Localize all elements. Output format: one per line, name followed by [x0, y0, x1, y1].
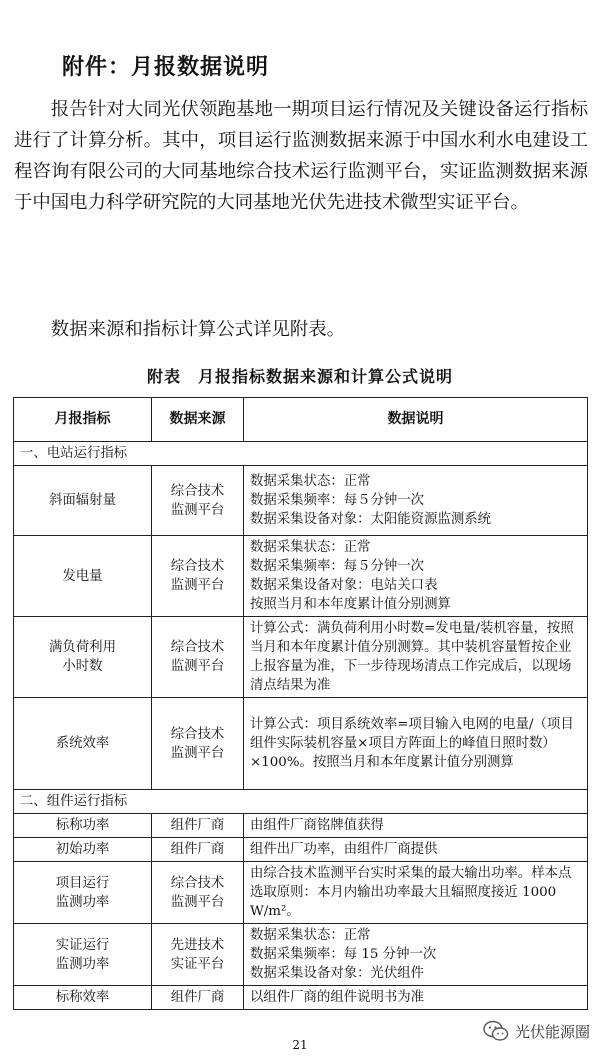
- data-source: [152, 617, 244, 698]
- data-source-line: 综合技术: [170, 559, 225, 574]
- wechat-icon: [483, 1020, 509, 1042]
- section-row: [14, 790, 588, 814]
- section-label: 一、电站运行指标: [14, 442, 588, 466]
- data-source: [152, 814, 244, 838]
- indicator-name-line: 系统效率: [55, 736, 110, 751]
- formula-paragraph: 数据来源和指标计算公式详见附表。: [50, 319, 346, 340]
- indicator-name: [14, 466, 152, 536]
- indicator-name-line: 发电量: [62, 568, 103, 584]
- data-description-line: 数据采集状态：正常: [250, 928, 371, 943]
- section-row: [14, 442, 588, 466]
- data-description: [244, 862, 588, 924]
- table-row: [14, 986, 588, 1010]
- data-description-line: 组件出厂功率，由组件厂商提供: [250, 842, 438, 857]
- data-description-line: 数据采集设备对象：电站关口表: [250, 578, 438, 593]
- indicator-name-line: 监测功率: [55, 894, 110, 910]
- table-row: [14, 698, 588, 790]
- data-description-line: 数据采集状态：正常: [250, 474, 371, 489]
- table-header-row: [14, 398, 588, 442]
- indicator-name-line: 斜面辐射量: [49, 493, 116, 508]
- data-source: [152, 924, 244, 986]
- table-row: [14, 924, 588, 986]
- data-source-line: 实证平台: [170, 956, 225, 972]
- table-row: [14, 862, 588, 924]
- header-indicator: 月报指标: [14, 398, 152, 442]
- data-source-line: 综合技术: [170, 726, 225, 742]
- data-description-line: 按照当月和本年度累计值分别测算: [250, 597, 451, 612]
- data-source: [152, 838, 244, 862]
- data-source: [152, 862, 244, 924]
- data-source-line: 监测平台: [170, 659, 225, 674]
- indicator-name: [14, 862, 152, 924]
- indicator-name: [14, 924, 152, 986]
- data-source-line: 综合技术: [170, 483, 225, 499]
- indicator-name: [14, 838, 152, 862]
- data-description: [244, 814, 588, 838]
- intro-paragraph: 报告针对大同光伏领跑基地一期项目运行情况及关键设备运行指标进行了计算分析。其中，项目运行监测数据来源于中国水利水电建设工程咨询有限公司的大同基地综合技术运行监测平台，实证监测数据来源于中国电力科学研究院的大同基地光伏先进技术微型实证平台。: [14, 99, 588, 213]
- indicator-name: [14, 814, 152, 838]
- data-description-line: 数据采集设备对象：光伏组件: [250, 966, 425, 981]
- data-description-line: 数据采集频率：每５分钟一次: [250, 559, 425, 574]
- data-description-line: 计算公式：项目系统效率=项目输入电网的电量/（项目组件实际装机容量×项目方阵面上的峰值日照时数）×100%。按照当月和本年度累计值分别测算: [250, 717, 574, 770]
- data-description-line: 数据采集频率：每５分钟一次: [250, 493, 425, 508]
- section-label: 二、组件运行指标: [14, 790, 588, 814]
- indicator-name-line: 初始功率: [55, 842, 110, 857]
- table-row: [14, 536, 588, 617]
- data-description-line: 数据采集频率：每 15 分钟一次: [250, 947, 437, 962]
- data-description: [244, 924, 588, 986]
- table-row: [14, 814, 588, 838]
- indicator-name-line: 标称功率: [55, 818, 110, 833]
- data-description-line: 计算公式：满负荷利用小时数=发电量/装机容量，按照当月和本年度累计值分别测算。其中装机容量暂按企业上报容量为准，下一步待现场清点工作完成后，以现场清点结果为准: [250, 621, 574, 693]
- indicator-name-line: 监测功率: [55, 956, 110, 972]
- table-row: [14, 466, 588, 536]
- data-description: [244, 617, 588, 698]
- data-source-line: 组件厂商: [170, 842, 225, 857]
- data-description: [244, 698, 588, 790]
- indicator-name-line: 项目运行: [55, 875, 110, 891]
- data-source-line: 综合技术: [170, 640, 225, 655]
- indicator-name: [14, 617, 152, 698]
- data-source: [152, 986, 244, 1010]
- table-body: [14, 442, 588, 1010]
- indicator-name-line: 小时数: [62, 659, 103, 674]
- data-source-line: 监测平台: [170, 578, 225, 593]
- data-description-line: 由组件厂商铭牌值获得: [250, 818, 384, 833]
- data-source: [152, 698, 244, 790]
- data-source-line: 组件厂商: [170, 990, 225, 1005]
- watermark-text: 光伏能源圈: [514, 1022, 590, 1041]
- page-heading: 附件：月报数据说明: [62, 55, 270, 80]
- indicator-name-line: 标称效率: [55, 990, 110, 1005]
- data-description: [244, 536, 588, 617]
- data-source-line: 监测平台: [170, 502, 225, 518]
- header-source: 数据来源: [152, 398, 244, 442]
- indicator-name-line: 满负荷利用: [49, 640, 116, 655]
- data-source: [152, 466, 244, 536]
- data-description-line: 数据采集设备对象：太阳能资源监测系统: [250, 512, 492, 527]
- data-source-line: 监测平台: [170, 894, 225, 910]
- data-description: [244, 466, 588, 536]
- page-number: 21: [292, 1038, 308, 1052]
- data-description: [244, 838, 588, 862]
- indicator-name: [14, 698, 152, 790]
- data-source-line: 先进技术: [170, 937, 225, 953]
- data-description-line: 由综合技术监测平台实时采集的最大输出功率。样本点选取原则：本月内输出功率最大且辐照度接近 1000 W/m²。: [250, 866, 572, 919]
- data-description-line: 数据采集状态：正常: [250, 540, 371, 555]
- header-description: 数据说明: [244, 398, 588, 442]
- data-source-line: 监测平台: [170, 745, 225, 761]
- table-title: 附表 月报指标数据来源和计算公式说明: [146, 367, 453, 386]
- table-row: [14, 838, 588, 862]
- indicator-table: [13, 397, 588, 1010]
- indicator-name: [14, 986, 152, 1010]
- indicator-name-line: 实证运行: [55, 937, 110, 953]
- data-source: [152, 536, 244, 617]
- data-source-line: 组件厂商: [170, 818, 225, 833]
- data-description-line: 以组件厂商的组件说明书为准: [250, 990, 425, 1005]
- data-description: [244, 986, 588, 1010]
- indicator-name: [14, 536, 152, 617]
- data-source-line: 综合技术: [170, 875, 225, 891]
- table-row: [14, 617, 588, 698]
- watermark: [483, 1020, 590, 1042]
